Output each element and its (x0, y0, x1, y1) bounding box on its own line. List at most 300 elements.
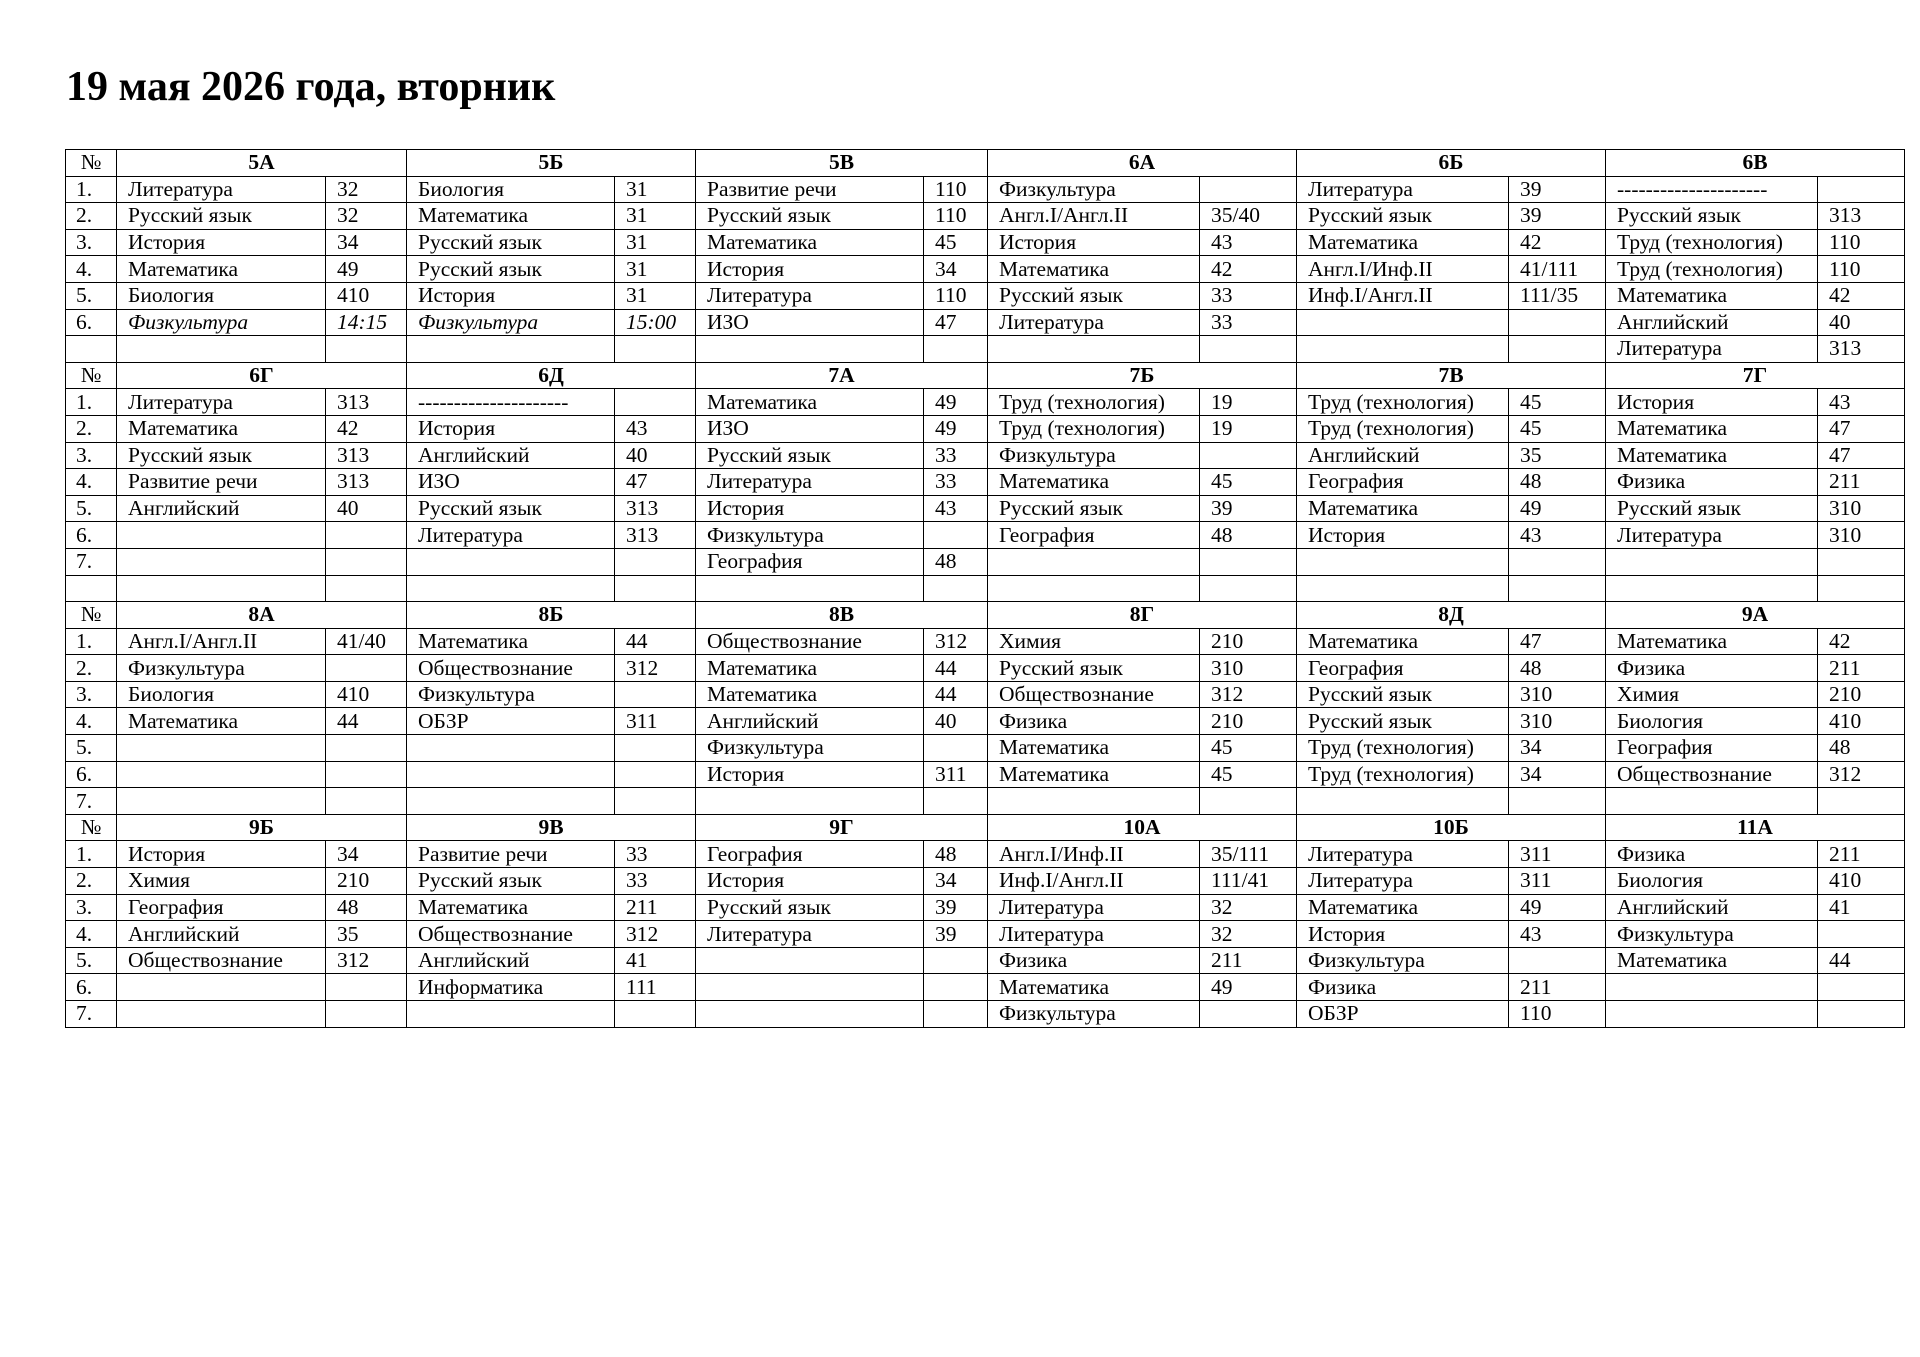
room-cell (615, 761, 696, 788)
room-cell: 44 (924, 655, 988, 682)
class-name-cell: 5Б (407, 150, 696, 177)
lesson-row (66, 921, 1905, 948)
room-cell: 40 (924, 708, 988, 735)
subject-cell: Труд (технология) (988, 389, 1200, 416)
subject-cell: Инф.I/Англ.II (1297, 282, 1509, 309)
subject-cell: Труд (технология) (1297, 761, 1509, 788)
room-cell (1200, 548, 1297, 575)
room-cell: 45 (1200, 469, 1297, 496)
lesson-row (66, 947, 1905, 974)
room-cell: 49 (1509, 495, 1606, 522)
subject-cell: Физкультура (117, 309, 326, 336)
subject-cell (1297, 309, 1509, 336)
subject-cell: Физика (1606, 655, 1818, 682)
subject-cell: Математика (1606, 415, 1818, 442)
subject-cell: Литература (988, 894, 1200, 921)
subject-cell (1297, 548, 1509, 575)
lesson-row (66, 655, 1905, 682)
subject-cell: Русский язык (988, 495, 1200, 522)
subject-cell: Биология (117, 282, 326, 309)
subject-cell: ИЗО (407, 469, 615, 496)
subject-cell (117, 1001, 326, 1028)
subject-cell: Развитие речи (696, 176, 924, 203)
lesson-row (66, 415, 1905, 442)
room-cell (326, 761, 407, 788)
lesson-row (66, 442, 1905, 469)
room-cell: 31 (615, 229, 696, 256)
room-cell (1509, 575, 1606, 602)
subject-cell (1606, 1001, 1818, 1028)
lesson-number-cell: 4. (66, 256, 117, 283)
lesson-row (66, 389, 1905, 416)
lesson-number-cell: 3. (66, 442, 117, 469)
class-name-cell: 6Б (1297, 150, 1606, 177)
class-name-cell: 8В (696, 602, 988, 629)
number-header-cell: № (66, 602, 117, 629)
room-cell: 35 (326, 921, 407, 948)
room-cell: 41 (1818, 894, 1905, 921)
room-cell: 49 (924, 389, 988, 416)
class-name-cell: 7А (696, 362, 988, 389)
subject-cell: Математика (988, 974, 1200, 1001)
room-cell: 47 (615, 469, 696, 496)
lesson-number-cell: 4. (66, 921, 117, 948)
room-cell: 40 (326, 495, 407, 522)
subject-cell: Математика (407, 203, 615, 230)
room-cell: 313 (1818, 203, 1905, 230)
lesson-row (66, 522, 1905, 549)
lesson-number-cell: 6. (66, 974, 117, 1001)
subject-cell: Математика (1297, 229, 1509, 256)
room-cell: 39 (1509, 176, 1606, 203)
subject-cell: Англ.I/Инф.II (1297, 256, 1509, 283)
class-name-cell: 9В (407, 814, 696, 841)
room-cell (1509, 788, 1606, 815)
room-cell: 44 (326, 708, 407, 735)
subject-cell: Математика (407, 628, 615, 655)
room-cell: 311 (924, 761, 988, 788)
subject-cell: Литература (117, 389, 326, 416)
subject-cell: Математика (117, 415, 326, 442)
subject-cell: Русский язык (407, 495, 615, 522)
room-cell: 34 (326, 229, 407, 256)
class-name-cell: 8А (117, 602, 407, 629)
subject-cell: География (1606, 735, 1818, 762)
subject-cell: Труд (технология) (1606, 229, 1818, 256)
room-cell: 39 (1509, 203, 1606, 230)
subject-cell: Труд (технология) (1606, 256, 1818, 283)
room-cell: 313 (326, 442, 407, 469)
subject-cell: Математика (1297, 894, 1509, 921)
room-cell: 47 (1818, 442, 1905, 469)
subject-cell (407, 788, 615, 815)
subject-cell (117, 548, 326, 575)
lesson-number-cell: 2. (66, 868, 117, 895)
subject-cell: География (696, 548, 924, 575)
room-cell: 313 (615, 522, 696, 549)
class-name-cell: 9А (1606, 602, 1905, 629)
subject-cell: Русский язык (117, 442, 326, 469)
subject-cell: История (696, 868, 924, 895)
subject-cell (988, 336, 1200, 363)
room-cell (326, 735, 407, 762)
lesson-number-cell: 4. (66, 708, 117, 735)
class-name-cell: 6В (1606, 150, 1905, 177)
subject-cell: Литература (407, 522, 615, 549)
lesson-row (66, 336, 1905, 363)
lesson-number-cell: 6. (66, 309, 117, 336)
room-cell: 45 (1509, 389, 1606, 416)
subject-cell (117, 788, 326, 815)
subject-cell: ОБЗР (1297, 1001, 1509, 1028)
room-cell: 48 (924, 841, 988, 868)
subject-cell (407, 575, 615, 602)
room-cell: 43 (924, 495, 988, 522)
subject-cell: Русский язык (1297, 681, 1509, 708)
lesson-number-cell (66, 575, 117, 602)
room-cell: 34 (1509, 761, 1606, 788)
room-cell: 211 (615, 894, 696, 921)
room-cell: 110 (924, 176, 988, 203)
lesson-number-cell: 1. (66, 628, 117, 655)
room-cell (1818, 788, 1905, 815)
room-cell: 313 (615, 495, 696, 522)
room-cell: 33 (1200, 309, 1297, 336)
room-cell: 19 (1200, 415, 1297, 442)
room-cell: 410 (1818, 708, 1905, 735)
subject-cell: Математика (117, 708, 326, 735)
subject-cell (117, 974, 326, 1001)
lesson-row (66, 735, 1905, 762)
room-cell: 45 (1200, 761, 1297, 788)
room-cell: 44 (615, 628, 696, 655)
room-cell: 42 (1818, 628, 1905, 655)
lesson-row (66, 681, 1905, 708)
lesson-row (66, 469, 1905, 496)
schedule-body (66, 150, 1905, 1028)
lesson-number-cell: 7. (66, 548, 117, 575)
room-cell: 312 (1200, 681, 1297, 708)
room-cell: 312 (1818, 761, 1905, 788)
subject-cell: Труд (технология) (1297, 735, 1509, 762)
subject-cell: Химия (1606, 681, 1818, 708)
subject-cell: Русский язык (407, 229, 615, 256)
subject-cell (117, 735, 326, 762)
subject-cell: Инф.I/Англ.II (988, 868, 1200, 895)
subject-cell: Обществознание (117, 947, 326, 974)
class-name-cell: 8Г (988, 602, 1297, 629)
subject-cell: Информатика (407, 974, 615, 1001)
class-name-cell: 6Г (117, 362, 407, 389)
room-cell: 48 (1509, 655, 1606, 682)
subject-cell: Развитие речи (407, 841, 615, 868)
subject-cell (696, 947, 924, 974)
room-cell: 313 (1818, 336, 1905, 363)
room-cell: 49 (1509, 894, 1606, 921)
lesson-row (66, 761, 1905, 788)
room-cell (1818, 548, 1905, 575)
subject-cell: Химия (988, 628, 1200, 655)
lesson-number-cell: 6. (66, 522, 117, 549)
room-cell: 310 (1200, 655, 1297, 682)
room-cell (615, 548, 696, 575)
room-cell: 310 (1509, 708, 1606, 735)
class-name-cell: 10Б (1297, 814, 1606, 841)
subject-cell: География (988, 522, 1200, 549)
subject-cell: Математика (696, 655, 924, 682)
room-cell: 45 (1509, 415, 1606, 442)
lesson-row (66, 575, 1905, 602)
subject-cell: Литература (696, 282, 924, 309)
room-cell: 48 (326, 894, 407, 921)
subject-cell (117, 336, 326, 363)
class-name-cell: 10А (988, 814, 1297, 841)
subject-cell: Математика (407, 894, 615, 921)
subject-cell (696, 1001, 924, 1028)
subject-cell: Англ.I/Инф.II (988, 841, 1200, 868)
number-header-cell: № (66, 150, 117, 177)
room-cell: 34 (326, 841, 407, 868)
room-cell: 34 (924, 256, 988, 283)
subject-cell: Математика (1606, 947, 1818, 974)
subject-cell: Литература (988, 921, 1200, 948)
room-cell: 19 (1200, 389, 1297, 416)
subject-cell: Развитие речи (117, 469, 326, 496)
subject-cell: Литература (1297, 176, 1509, 203)
subject-cell: История (117, 841, 326, 868)
room-cell: 41/40 (326, 628, 407, 655)
room-cell: 40 (615, 442, 696, 469)
room-cell (1818, 974, 1905, 1001)
room-cell: 211 (1818, 841, 1905, 868)
room-cell: 35/111 (1200, 841, 1297, 868)
room-cell (1200, 575, 1297, 602)
lesson-row (66, 868, 1905, 895)
room-cell: 33 (615, 868, 696, 895)
subject-cell (117, 761, 326, 788)
subject-cell: Физкультура (407, 681, 615, 708)
subject-cell: ОБЗР (407, 708, 615, 735)
room-cell: 49 (326, 256, 407, 283)
subject-cell: Английский (1606, 309, 1818, 336)
subject-cell: Литература (1297, 868, 1509, 895)
room-cell (1509, 309, 1606, 336)
lesson-number-cell: 5. (66, 495, 117, 522)
room-cell: 410 (326, 282, 407, 309)
room-cell: 33 (924, 469, 988, 496)
lesson-number-cell: 3. (66, 229, 117, 256)
subject-cell: Математика (696, 681, 924, 708)
lesson-number-cell: 3. (66, 681, 117, 708)
subject-cell: Физкультура (1606, 921, 1818, 948)
room-cell (615, 1001, 696, 1028)
room-cell: 31 (615, 203, 696, 230)
lesson-number-cell: 5. (66, 735, 117, 762)
subject-cell: История (1297, 522, 1509, 549)
lesson-number-cell: 5. (66, 282, 117, 309)
subject-cell: Математика (1297, 495, 1509, 522)
room-cell: 110 (1818, 256, 1905, 283)
subject-cell: Физика (988, 947, 1200, 974)
lesson-row (66, 841, 1905, 868)
subject-cell: Русский язык (988, 282, 1200, 309)
subject-cell: История (1606, 389, 1818, 416)
lesson-number-cell: 7. (66, 788, 117, 815)
room-cell (924, 1001, 988, 1028)
lesson-row (66, 309, 1905, 336)
class-name-cell: 9Б (117, 814, 407, 841)
subject-cell: Обществознание (407, 921, 615, 948)
subject-cell: --------------------- (407, 389, 615, 416)
room-cell: 49 (924, 415, 988, 442)
room-cell: 310 (1818, 495, 1905, 522)
subject-cell: ИЗО (696, 309, 924, 336)
subject-cell: Литература (696, 469, 924, 496)
class-name-cell: 8Д (1297, 602, 1606, 629)
class-header-row (66, 362, 1905, 389)
room-cell: 47 (1509, 628, 1606, 655)
class-name-cell: 7В (1297, 362, 1606, 389)
lesson-row (66, 628, 1905, 655)
subject-cell: Русский язык (1606, 203, 1818, 230)
subject-cell: Биология (117, 681, 326, 708)
subject-cell (117, 575, 326, 602)
subject-cell: Труд (технология) (988, 415, 1200, 442)
room-cell: 32 (1200, 921, 1297, 948)
lesson-row (66, 203, 1905, 230)
lesson-number-cell: 2. (66, 203, 117, 230)
subject-cell (1606, 575, 1818, 602)
room-cell: 47 (1818, 415, 1905, 442)
subject-cell: Английский (117, 495, 326, 522)
lesson-row (66, 282, 1905, 309)
room-cell: 110 (924, 203, 988, 230)
room-cell: 313 (326, 469, 407, 496)
room-cell (615, 788, 696, 815)
room-cell (615, 575, 696, 602)
subject-cell: Литература (696, 921, 924, 948)
room-cell: 44 (1818, 947, 1905, 974)
room-cell (1818, 575, 1905, 602)
lesson-row (66, 974, 1905, 1001)
lesson-row (66, 708, 1905, 735)
room-cell (1509, 548, 1606, 575)
subject-cell: Математика (988, 469, 1200, 496)
subject-cell: Труд (технология) (1297, 389, 1509, 416)
subject-cell: Математика (117, 256, 326, 283)
room-cell: 211 (1818, 655, 1905, 682)
room-cell: 43 (1509, 921, 1606, 948)
room-cell: 312 (615, 921, 696, 948)
subject-cell (988, 788, 1200, 815)
room-cell: 410 (326, 681, 407, 708)
subject-cell: Англ.I/Англ.II (117, 628, 326, 655)
subject-cell (1606, 974, 1818, 1001)
class-header-row (66, 602, 1905, 629)
room-cell: 410 (1818, 868, 1905, 895)
room-cell: 48 (924, 548, 988, 575)
room-cell (1818, 1001, 1905, 1028)
subject-cell: Литература (1606, 522, 1818, 549)
subject-cell: Русский язык (696, 894, 924, 921)
room-cell (1200, 336, 1297, 363)
room-cell: 43 (1200, 229, 1297, 256)
room-cell (924, 522, 988, 549)
subject-cell (1297, 336, 1509, 363)
subject-cell: Русский язык (407, 868, 615, 895)
class-header-row (66, 814, 1905, 841)
room-cell: 47 (924, 309, 988, 336)
subject-cell: История (407, 282, 615, 309)
subject-cell (696, 788, 924, 815)
room-cell: 211 (1818, 469, 1905, 496)
schedule-table (65, 149, 1905, 1028)
subject-cell: Литература (1606, 336, 1818, 363)
lesson-row (66, 894, 1905, 921)
room-cell (1818, 921, 1905, 948)
subject-cell: История (1297, 921, 1509, 948)
subject-cell: География (1297, 655, 1509, 682)
room-cell (924, 735, 988, 762)
subject-cell: Русский язык (1297, 708, 1509, 735)
room-cell: 111 (615, 974, 696, 1001)
room-cell: 32 (326, 203, 407, 230)
room-cell (615, 389, 696, 416)
room-cell: 110 (1818, 229, 1905, 256)
class-name-cell: 8Б (407, 602, 696, 629)
class-name-cell: 9Г (696, 814, 988, 841)
subject-cell: Физика (1297, 974, 1509, 1001)
subject-cell (988, 575, 1200, 602)
room-cell (1509, 336, 1606, 363)
class-name-cell: 5В (696, 150, 988, 177)
class-name-cell: 11А (1606, 814, 1905, 841)
subject-cell (1606, 548, 1818, 575)
subject-cell: Биология (407, 176, 615, 203)
room-cell: 312 (326, 947, 407, 974)
room-cell: 48 (1509, 469, 1606, 496)
subject-cell: Математика (696, 229, 924, 256)
subject-cell: ИЗО (696, 415, 924, 442)
subject-cell: История (696, 495, 924, 522)
subject-cell: История (696, 256, 924, 283)
subject-cell: Русский язык (407, 256, 615, 283)
room-cell: 42 (326, 415, 407, 442)
subject-cell: История (988, 229, 1200, 256)
room-cell: 310 (1509, 681, 1606, 708)
subject-cell (696, 336, 924, 363)
subject-cell: Литература (117, 176, 326, 203)
room-cell: 49 (1200, 974, 1297, 1001)
subject-cell: Математика (696, 389, 924, 416)
lesson-number-cell: 2. (66, 415, 117, 442)
subject-cell: Физкультура (1297, 947, 1509, 974)
subject-cell (407, 735, 615, 762)
room-cell: 33 (924, 442, 988, 469)
subject-cell: --------------------- (1606, 176, 1818, 203)
subject-cell: География (117, 894, 326, 921)
subject-cell: Физкультура (117, 655, 326, 682)
room-cell: 39 (1200, 495, 1297, 522)
room-cell (326, 1001, 407, 1028)
subject-cell: Литература (1297, 841, 1509, 868)
room-cell: 311 (615, 708, 696, 735)
subject-cell: История (407, 415, 615, 442)
class-name-cell: 7Г (1606, 362, 1905, 389)
room-cell: 43 (615, 415, 696, 442)
room-cell: 211 (1509, 974, 1606, 1001)
subject-cell: Физика (1606, 841, 1818, 868)
